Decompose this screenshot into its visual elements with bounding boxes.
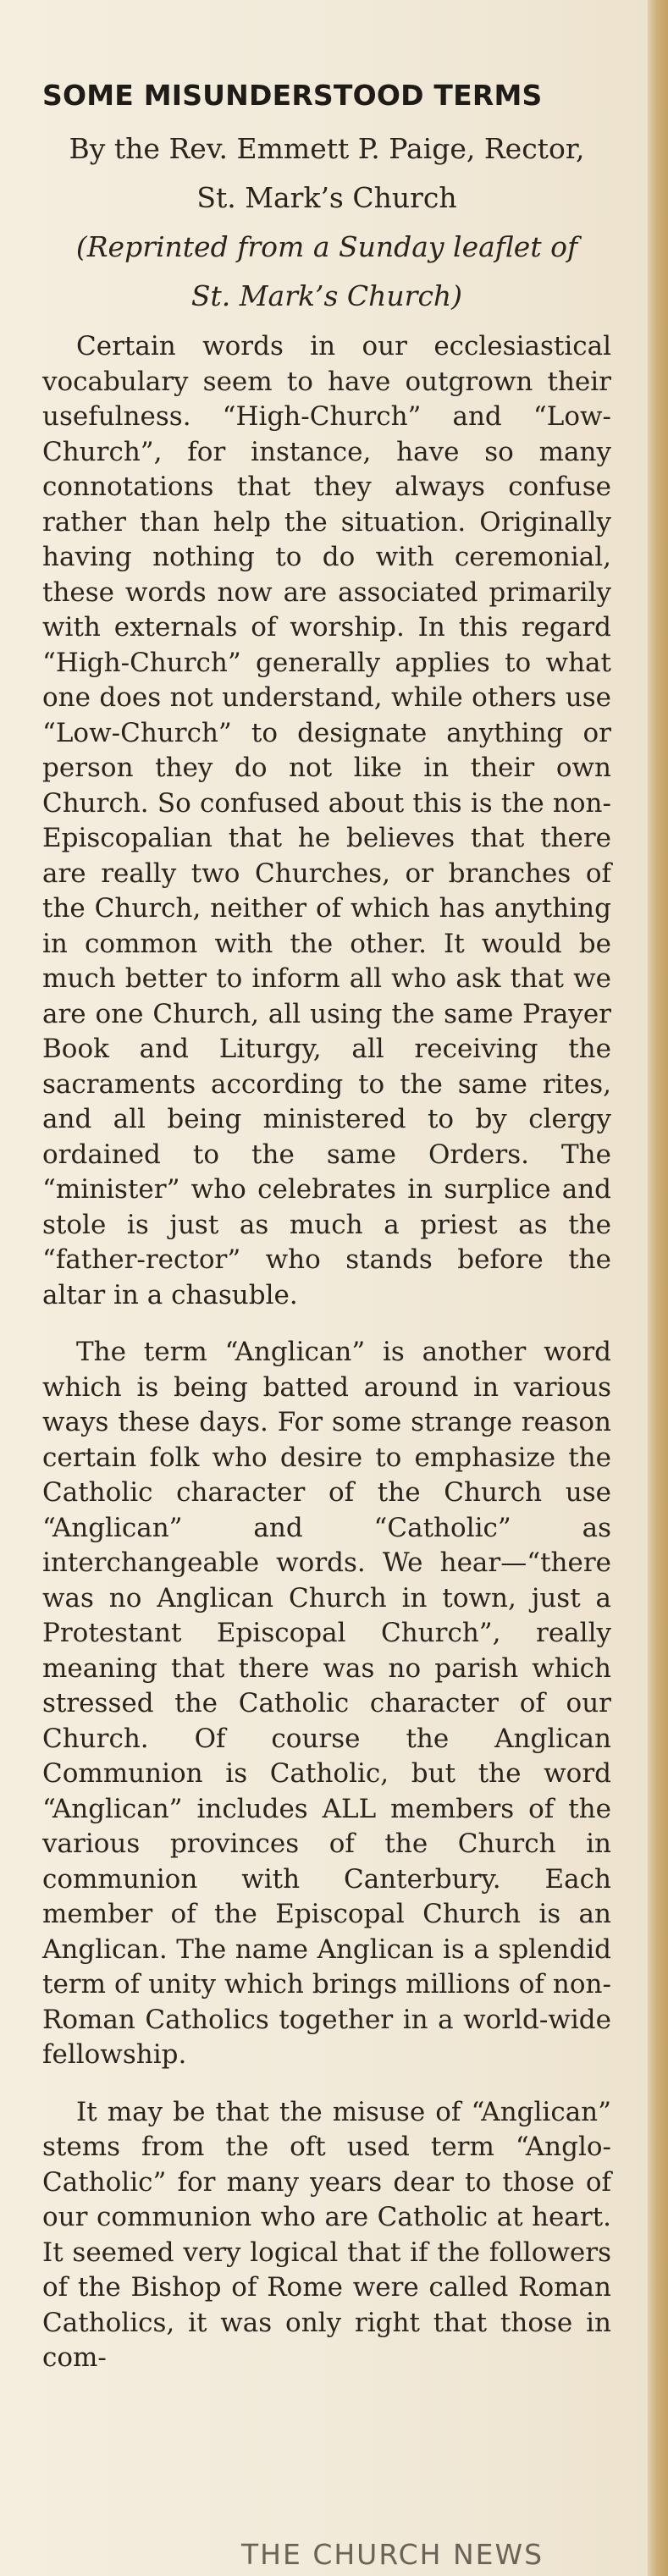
article-title: SOME MISUNDERSTOOD TERMS [42, 79, 543, 112]
reprint-note-line2: St. Mark’s Church) [190, 279, 463, 313]
byline-church: St. Mark’s Church [196, 181, 457, 215]
paragraph-2: The term “Anglican” is another word which is being batted around in various ways these days. For some strange reason certain folk who desire to emphasize the Catholic character of the Church use “Anglican” and “Catholic” as interchangeable words. We hear—“there was no Anglican Church in town, just a Protestant Episcopal Church”, really meaning that there was no parish which stressed the Catholic character of our Church. Of course the Anglican Communion is Catholic, but the word “Anglican” includes ALL members of the various provinces of the Church in communion with Canterbury. Each member of the Episcopal Church is an Anglican. The name Anglican is a splendid term of unity which brings millions of non-Roman Catholics together in a world-wide fellowship. [42, 1337, 611, 2071]
paragraph-1: Certain words in our ecclesiastical vocabulary seem to have outgrown their usefulness. “High-Church” and “Low-Church”, for instance, have so many connotations that they always confuse rather than help the situation. Originally having nothing to do with ceremonial, these words now are associated primarily with externals of worship. In this regard “High-Church” generally applies to what one does not understand, while others use “Low-Church” to designate anything or person they do not like in their own Church. So confused about this is the non-Episcopalian that he believes that there are really two Churches, or branches of the Church, neither of which has anything in common with the other. It would be much better to inform all who ask that we are one Church, all using the same Prayer Book and Liturgy, all receiving the sacraments according to the same rites, and all being ministered to by clergy ordained to the same Orders. The “minister” who celebrates in surplice and stole is just as much a priest as the “father-rector” who stands before the altar in a chasuble. [42, 331, 611, 1310]
publication-footer: THE CHURCH NEWS [241, 2538, 544, 2571]
byline-author: By the Rev. Emmett P. Paige, Rector, [69, 132, 585, 166]
reprint-note-line1: (Reprinted from a Sunday leaflet of [75, 230, 578, 264]
page-edge [648, 0, 668, 2576]
paragraph-3: It may be that the misuse of “Anglican” stems from the oft used term “Anglo-Catholic” for many years dear to those of our communion who are Catholic at heart. It seemed very logical that if the followers of the Bishop of Rome were called Roman Catholics, it was only right that those in com- [42, 2096, 611, 2374]
article [42, 78, 611, 2398]
